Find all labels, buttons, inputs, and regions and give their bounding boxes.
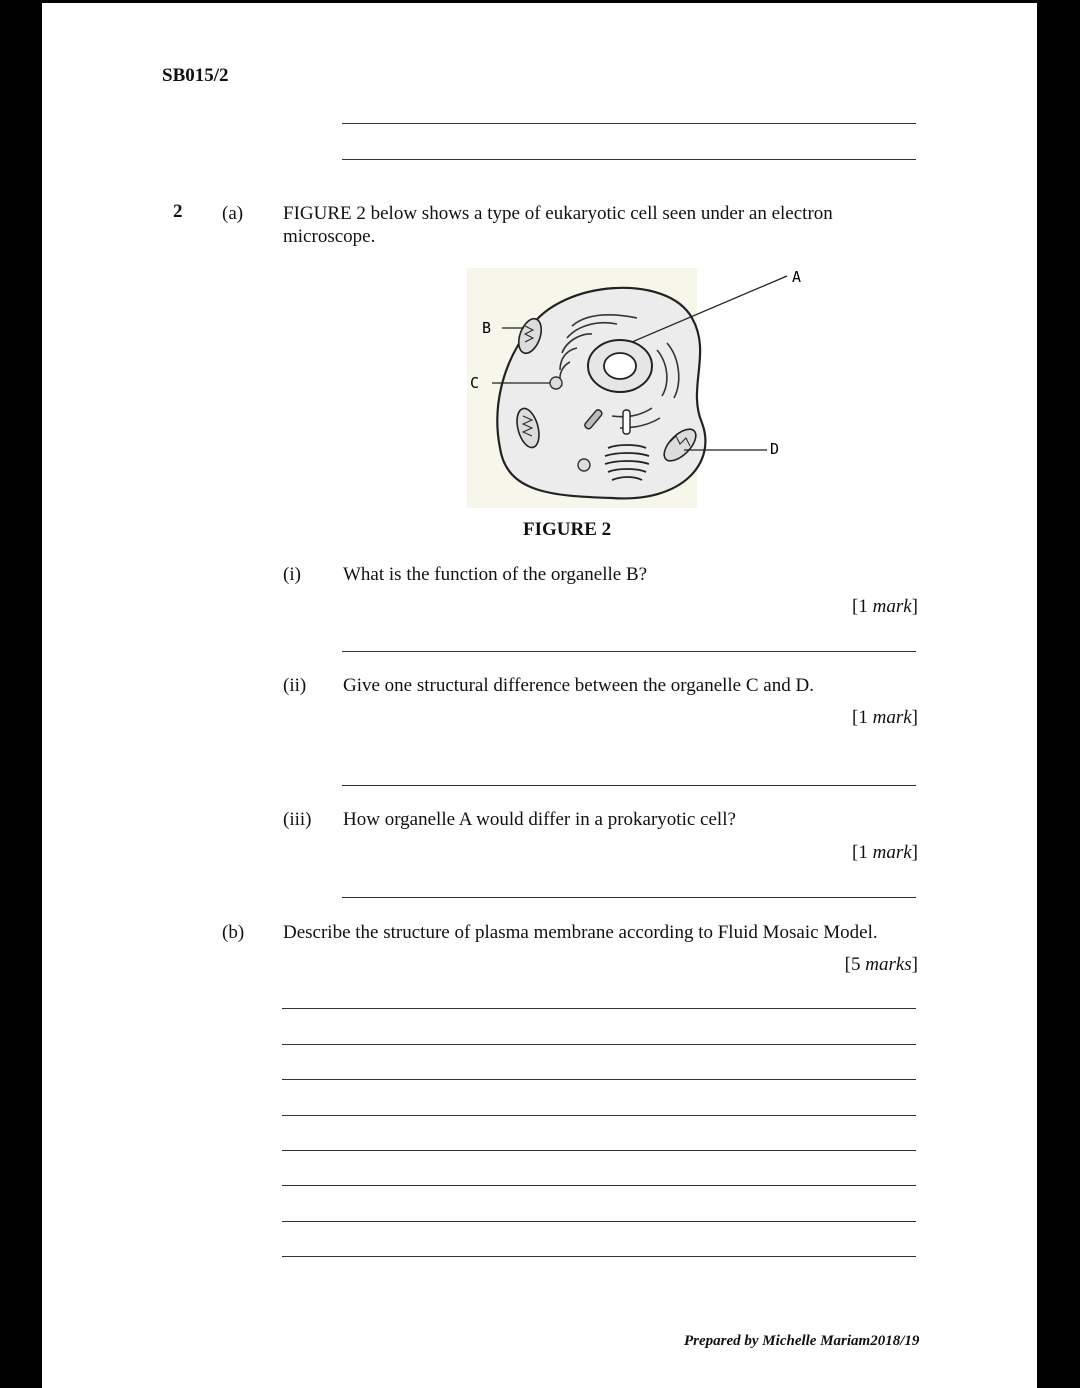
part-b-text: Describe the structure of plasma membrane according to Fluid Mosaic Model. xyxy=(283,922,878,943)
label-a: A xyxy=(792,268,802,286)
paper-code: SB015/2 xyxy=(162,65,229,86)
part-a-label: (a) xyxy=(222,203,244,224)
answer-line xyxy=(282,1150,916,1151)
lysosome xyxy=(550,377,562,389)
label-c: C xyxy=(470,374,480,392)
sub-ii-label: (ii) xyxy=(283,675,307,696)
sub-iii-text: How organelle A would differ in a prokaryotic cell? xyxy=(343,809,736,830)
part-b-label: (b) xyxy=(222,922,245,943)
answer-line xyxy=(282,1008,916,1009)
part-a-intro-line1: FIGURE 2 below shows a type of eukaryotic cell seen under an electron xyxy=(283,203,833,224)
part-a-intro-line2: microscope. xyxy=(283,226,376,247)
exam-page xyxy=(42,3,1037,1388)
answer-line xyxy=(342,651,916,652)
answer-line xyxy=(282,1044,916,1045)
centriole xyxy=(623,410,630,434)
lysosome xyxy=(578,459,590,471)
answer-line xyxy=(282,1115,916,1116)
footer-credit: Prepared by Michelle Mariam2018/19 xyxy=(684,1333,920,1349)
sub-i-marks: [1 mark] xyxy=(852,596,918,617)
answer-line xyxy=(282,1256,916,1257)
label-d: D xyxy=(770,440,780,458)
sub-iii-marks: [1 mark] xyxy=(852,842,918,863)
answer-line xyxy=(342,897,916,898)
sub-i-label: (i) xyxy=(283,564,301,585)
answer-line xyxy=(342,785,916,786)
cell-diagram xyxy=(412,258,802,518)
part-b-marks: [5 marks] xyxy=(844,954,918,975)
figure-caption: FIGURE 2 xyxy=(523,519,612,540)
answer-line xyxy=(282,1221,916,1222)
sub-ii-marks: [1 mark] xyxy=(852,707,918,728)
answer-line xyxy=(282,1185,916,1186)
sub-ii-text: Give one structural difference between the organelle C and D. xyxy=(343,675,814,696)
question-number: 2 xyxy=(173,201,183,222)
sub-iii-label: (iii) xyxy=(283,809,312,830)
answer-line xyxy=(342,123,916,124)
answer-line xyxy=(282,1079,916,1080)
sub-i-text: What is the function of the organelle B? xyxy=(343,564,648,585)
answer-line xyxy=(342,159,916,160)
nucleolus xyxy=(604,353,636,379)
label-b: B xyxy=(482,319,492,337)
